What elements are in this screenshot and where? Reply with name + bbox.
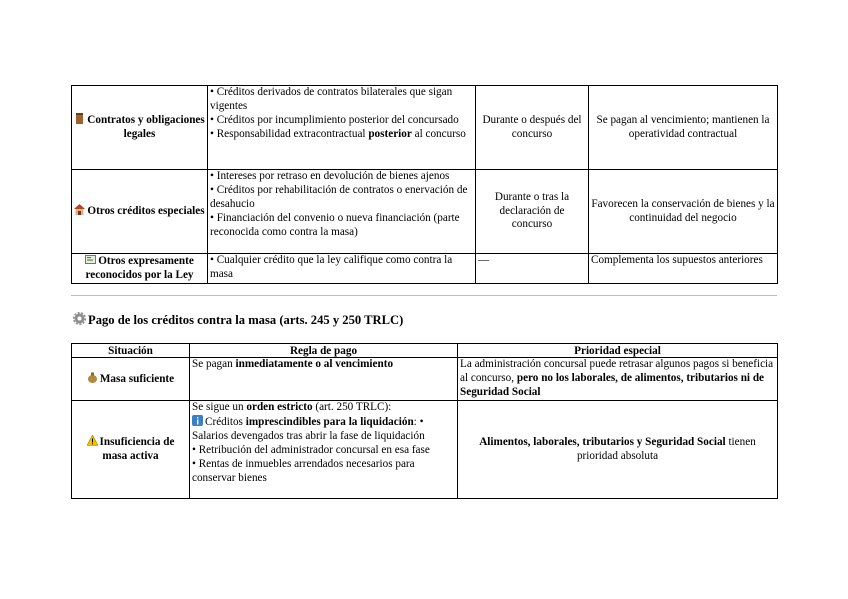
items-cell bbox=[208, 170, 476, 254]
list-item: • Cualquier crédito que la ley califique como contra la masa bbox=[210, 254, 453, 280]
category-label: Otros créditos especiales bbox=[87, 205, 205, 218]
scroll-icon bbox=[74, 113, 85, 124]
list-item: • Responsabilidad extracontractual posterior al concurso bbox=[210, 127, 466, 140]
timing-cell: — bbox=[476, 254, 589, 284]
timing-cell: Durante o tras la declaración de concurso bbox=[476, 170, 589, 254]
situation-label: Masa suficiente bbox=[99, 372, 175, 385]
credits-table bbox=[71, 85, 778, 284]
list-item: • Retribución del administrador concursal en esa fase bbox=[192, 443, 430, 456]
note-cell: Se pagan al vencimiento; mantienen la operatividad contractual bbox=[589, 86, 778, 170]
payment-table bbox=[71, 343, 778, 499]
table-header-row bbox=[72, 344, 778, 358]
note-cell: Favorecen la conservación de bienes y la continuidad del negocio bbox=[589, 170, 778, 254]
section-divider bbox=[71, 295, 777, 296]
rule-cell: Se sigue un orden estricto (art. 250 TRLC): Créditos imprescindibles para la liquidación: • Salarios devengados tras abrir la fase de liquidación • Retribución del administrador concursal en esa fase • Rentas de inmuebles arrendados necesarios para conservar bienes bbox=[190, 401, 458, 499]
house-icon bbox=[74, 204, 85, 215]
table-row bbox=[72, 86, 778, 170]
table-row bbox=[72, 358, 778, 401]
list-item: • Financiación del convenio o nueva financiación (parte reconocida como contra la masa) bbox=[210, 211, 460, 238]
note-cell: Complementa los supuestos anteriores bbox=[589, 254, 778, 284]
table-row bbox=[72, 170, 778, 254]
list-item: • Créditos por incumplimiento posterior del concursado bbox=[210, 113, 459, 126]
list-item: • Créditos derivados de contratos bilaterales que sigan vigentes bbox=[210, 86, 453, 112]
list-item: • Intereses por retraso en devolución de bienes ajenos bbox=[210, 170, 450, 182]
category-cell bbox=[72, 86, 208, 170]
priority-cell: Alimentos, laborales, tributarios y Seguridad Social tienen prioridad absoluta bbox=[458, 401, 778, 499]
category-label: Otros expresamente reconocidos por la Ley bbox=[85, 255, 194, 281]
items-cell bbox=[208, 86, 476, 170]
money-bag-icon bbox=[87, 372, 98, 383]
section-title: Pago de los créditos contra la masa (arts. 245 y 250 TRLC) bbox=[88, 313, 404, 327]
table-row bbox=[72, 401, 778, 499]
column-header: Situación bbox=[72, 344, 190, 358]
category-cell bbox=[72, 170, 208, 254]
items-cell bbox=[208, 254, 476, 284]
situation-cell bbox=[72, 358, 190, 401]
category-cell bbox=[72, 254, 208, 284]
priority-cell: La administración concursal puede retrasar algunos pagos si beneficia al concurso, pero no los laborales, de alimentos, tributarios ni de Seguridad Social bbox=[458, 358, 778, 401]
column-header: Prioridad especial bbox=[458, 344, 778, 358]
gear-icon bbox=[73, 312, 86, 325]
column-header: Regla de pago bbox=[190, 344, 458, 358]
list-item: • Créditos por rehabilitación de contratos o enervación de desahucio bbox=[210, 183, 468, 210]
situation-label: Insuficiencia de masa activa bbox=[99, 436, 175, 462]
table-row bbox=[72, 254, 778, 284]
warning-icon bbox=[87, 435, 98, 446]
section-heading bbox=[73, 312, 403, 328]
situation-cell bbox=[72, 401, 190, 499]
list-item: • Rentas de inmuebles arrendados necesarios para conservar bienes bbox=[192, 457, 415, 484]
info-icon bbox=[192, 415, 203, 426]
rule-cell: Se pagan inmediatamente o al vencimiento bbox=[190, 358, 458, 401]
timing-cell: Durante o después del concurso bbox=[476, 86, 589, 170]
document-icon bbox=[85, 254, 96, 265]
category-label: Contratos y obligaciones legales bbox=[87, 114, 205, 140]
